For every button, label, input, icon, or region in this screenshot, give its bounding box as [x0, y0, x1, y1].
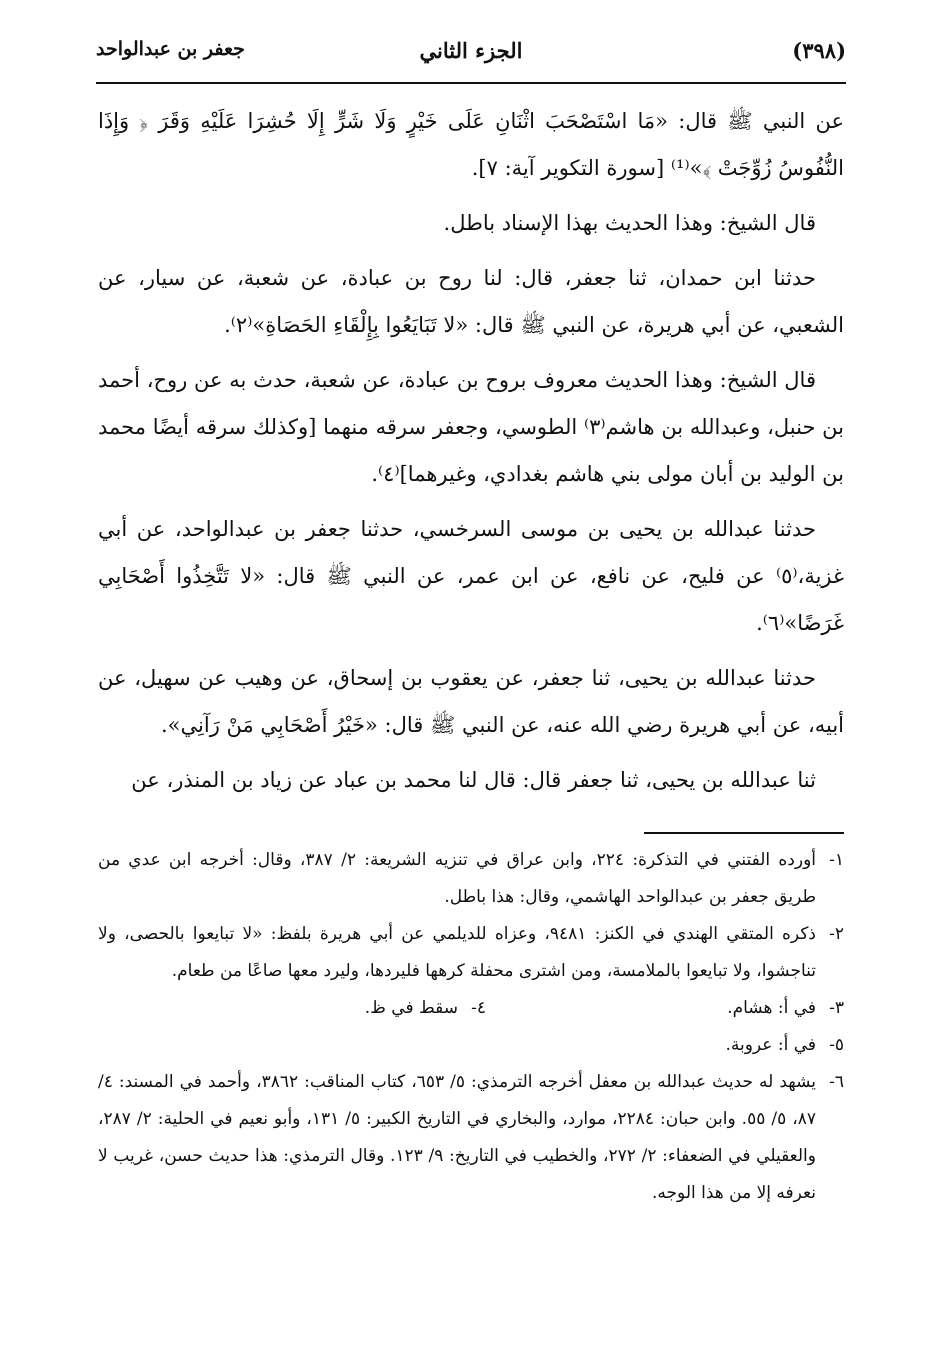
footnote-text: ذكره المتقي الهندي في الكنز: ٩٤٨١، وعزاه للديلمي عن أبي هريرة بلفظ: «لا تبايعوا بالحصى، ولا تناجشوا، ولا تبايعوا بالملامسة، ومن اشترى محفلة كرهها فليردها، وليرد معها صاعًا من طعام.: [98, 924, 816, 981]
paragraph-sheikh-comment-2: قال الشيخ: وهذا الحديث معروف بروح بن عبادة، عن شعبة، حدث به عن روح، أحمد بن حنبل، وعبدالله بن هاشم⁽٣⁾ الطوسي، وجعفر سرقه منهما [وكذلك سرقه أيضًا محمد بن الوليد بن أبان مولى بني هاشم بغدادي، وغيرهما]⁽٤⁾.: [98, 368, 844, 486]
footnote-text: يشهد له حديث عبدالله بن معفل أخرجه الترمذي: ٥/ ٦٥٣، كتاب المناقب: ٣٨٦٢، وأحمد في المسند: ٤/ ٨٧، ٥/ ٥٥. وابن حبان: ٢٢٨٤، موارد، والبخاري في التاريخ الكبير: ٥/ ١٣١، وأبو نعيم في الحلية: ٢/ ٢٨٧، والعقيلي في الضعفاء: ٢/ ٢٧٢، والخطيب في التاريخ: ٩/ ١٢٣. وقال الترمذي: هذا حديث حسن، غريب لا نعرفه إلا من هذا الوجه.: [98, 1072, 816, 1203]
paragraph-hadith-2: حدثنا ابن حمدان، ثنا جعفر، قال: لنا روح بن عبادة، عن شعبة، عن سيار، عن الشعبي، عن أبي هريرة، عن النبي ﷺ قال: «لا تَبَايَعُوا بِإِلْقَاءِ الحَصَاةِ»⁽٢⁾.: [98, 266, 844, 337]
footnote-6: [98, 1064, 844, 1212]
footnote-text: أورده الفتني في التذكرة: ٢٢٤، وابن عراق في تنزيه الشريعة: ٢/ ٣٨٧، وقال: أخرجه ابن عدي من طريق جعفر بن عبدالواحد الهاشمي، وقال: هذا باطل.: [98, 850, 817, 907]
paragraph-sheikh-comment-1: قال الشيخ: وهذا الحديث بهذا الإسناد باطل.: [443, 211, 816, 235]
footnote-2: [98, 916, 844, 990]
footnotes: [98, 842, 844, 1212]
footnote-number: ٥-: [829, 1035, 844, 1055]
footnote-3: [486, 990, 844, 1027]
footnote-text: في أ: عروبة.: [725, 1035, 816, 1055]
running-title: جعفر بن عبدالواحد: [96, 38, 245, 60]
footnote-number: ٢-: [829, 924, 844, 944]
main-text: [98, 98, 844, 812]
footnote-4: [208, 990, 486, 1027]
footnote-text: في أ: هشام.: [727, 998, 816, 1018]
footnote-number: ٣-: [829, 998, 844, 1018]
footnote-5: [98, 1027, 844, 1064]
footnote-number: ٦-: [829, 1072, 844, 1092]
part-title: الجزء الثاني: [419, 38, 523, 63]
page-number: (٣٩٨): [792, 38, 846, 63]
page-header: [96, 30, 846, 84]
footnote-divider: [644, 832, 844, 834]
footnote-1: [98, 842, 844, 916]
paragraph-hadith-4: حدثنا عبدالله بن يحيى، ثنا جعفر، عن يعقوب بن إسحاق، عن وهيب عن سهيل، عن أبيه، عن أبي هريرة رضي الله عنه، عن النبي ﷺ قال: «خَيْرُ أَصْحَابِي مَنْ رَآنِي».: [98, 666, 844, 737]
footnote-number: ١-: [829, 850, 844, 870]
footnote-text: سقط في ظ.: [364, 998, 458, 1018]
paragraph-hadith-5: ثنا عبدالله بن يحيى، ثنا جعفر قال: قال لنا محمد بن عباد عن زياد بن المنذر، عن: [131, 768, 816, 792]
paragraph-hadith-3: حدثنا عبدالله بن يحيى بن موسى السرخسي، حدثنا جعفر بن عبدالواحد، عن أبي غزية،⁽٥⁾ عن فليح، عن نافع، عن ابن عمر، عن النبي ﷺ قال: «لا تَتَّخِذُوا أَصْحَابِي غَرَضًا»⁽٦⁾.: [98, 517, 844, 635]
footnote-row-3-4: [98, 990, 844, 1027]
footnote-number: ٤-: [471, 998, 486, 1018]
paragraph-hadith-continuation: عن النبي ﷺ قال: «مَا اسْتَصْحَبَ اثْنَانِ عَلَى خَيْرٍ وَلَا شَرٍّ إِلَا حُشِرَا عَلَيْهِ وَقَرَ ﴿ وَإِذَا النُّفُوسُ زُوِّجَتْ ﴾»⁽¹⁾ [سورة التكوير آية: ٧].: [98, 109, 844, 180]
